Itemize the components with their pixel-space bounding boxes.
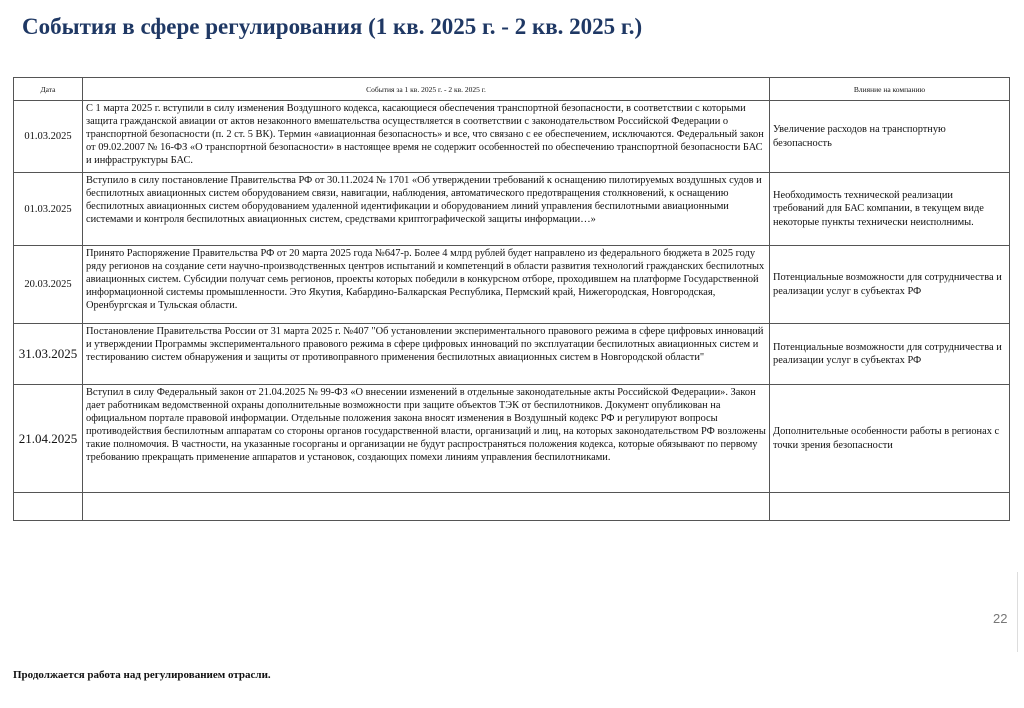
- row-date: 20.03.2025: [14, 246, 83, 324]
- empty-cell: [14, 493, 83, 521]
- row-date: 31.03.2025: [14, 324, 83, 385]
- table-row: [14, 101, 1010, 173]
- empty-cell: [770, 493, 1010, 521]
- divider-line: [1017, 572, 1018, 652]
- empty-cell: [83, 493, 770, 521]
- row-event: С 1 марта 2025 г. вступили в силу изменения Воздушного кодекса, касающиеся обеспечения транспортной безопасности, в соответствии с которыми защита гражданской авиации от актов незаконного вмешательства осуществляется в соответствии с законодательством Российской Федерации о транспортной безопасности (п. 2 ст. 5 ВК). Термин «авиационная безопасность» и все, что связано с ее обеспечением, исключаются. Федеральный закон от 09.02.2007 № 16-ФЗ «О транспортной безопасности» в настоящее время не содержит особенностей по обеспечению транспортной безопасности БАС и инфраструктуры БАС.: [83, 101, 770, 173]
- header-impact: Влияние на компанию: [770, 78, 1010, 101]
- footer-note: Продолжается работа над регулированием отрасли.: [13, 669, 271, 681]
- row-date: 01.03.2025: [14, 101, 83, 173]
- page-number: 22: [993, 611, 1008, 626]
- table-row-empty: [14, 493, 1010, 521]
- table-row: [14, 324, 1010, 385]
- row-impact: Потенциальные возможности для сотрудничества и реализации услуг в субъектах РФ: [770, 246, 1010, 324]
- row-event: Принято Распоряжение Правительства РФ от 20 марта 2025 года №647-р. Более 4 млрд рублей будет направлено из федерального бюджета в 2025 году ряду регионов на создание сети научно-производственных центров испытаний и компетенций в области развития технологий гражданских беспилотных авиационных систем. Субсидии получат семь регионов, проекты которых победили в конкурсном отборе, проходившем на платформе Государственной информационной системы промышленности. Это Якутия, Кабардино-Балкарская Республика, Пермский край, Нижегородская, Новгородская, Оренбургская и Тульская области.: [83, 246, 770, 324]
- row-event: Вступил в силу Федеральный закон от 21.04.2025 № 99-ФЗ «О внесении изменений в отдельные законодательные акты Российской Федерации». Закон дает работникам ведомственной охраны дополнительные возможности при защите объектов ТЭК от беспилотников. Документ опубликован на официальном портале правовой информации. Отдельные положения закона вносят изменения в Воздушный кодекс РФ и регулируют вопросы противодействия беспилотным аппаратам со стороны органов государственной власти, организаций и лиц, на которых законодательством РФ возложены такие полномочия. В частности, на указанные госорганы и организации не будут распространяться положения кодекса, которые обязывают по первому требованию прекращать применение аппаратов и установок, создающих помехи линиям управления беспилотниками.: [83, 385, 770, 493]
- row-date: 01.03.2025: [14, 173, 83, 246]
- row-event: Постановление Правительства России от 31 марта 2025 г. №407 "Об установлении экспериментального правового режима в сфере цифровых инноваций и утверждении Программы экспериментального правового режима в сфере цифровых инноваций по эксплуатации беспилотных авиационных систем и тестированию систем обнаружения и защиты от противоправного применения беспилотных авиационных систем в Новгородской области": [83, 324, 770, 385]
- row-impact: Дополнительные особенности работы в регионах с точки зрения безопасности: [770, 385, 1010, 493]
- table-row: [14, 385, 1010, 493]
- header-date: Дата: [14, 78, 83, 101]
- table-header-row: [14, 78, 1010, 101]
- row-impact: Увеличение расходов на транспортную безопасность: [770, 101, 1010, 173]
- row-impact: Необходимость технической реализации требований для БАС компании, в текущем виде некоторые пункты технически неисполнимы.: [770, 173, 1010, 246]
- row-date: 21.04.2025: [14, 385, 83, 493]
- row-event: Вступило в силу постановление Правительства РФ от 30.11.2024 № 1701 «Об утверждении требований к оснащению пилотируемых воздушных судов и беспилотных авиационных систем оборудованием связи, навигации, наблюдения, автоматического предотвращения столкновений, к оснащению беспилотных авиационных систем оборудованием удаленной идентификации и оборудованием линий управления беспилотными авиационными системами и контроля беспилотных авиационных систем, средствами криптографической защиты информации…»: [83, 173, 770, 246]
- header-events: События за 1 кв. 2025 г. - 2 кв. 2025 г.: [83, 78, 770, 101]
- table-row: [14, 173, 1010, 246]
- table-row: [14, 246, 1010, 324]
- events-table: [13, 77, 1010, 521]
- page-title: События в сфере регулирования (1 кв. 2025 г. - 2 кв. 2025 г.): [22, 14, 643, 39]
- row-impact: Потенциальные возможности для сотрудничества и реализации услуг в субъектах РФ: [770, 324, 1010, 385]
